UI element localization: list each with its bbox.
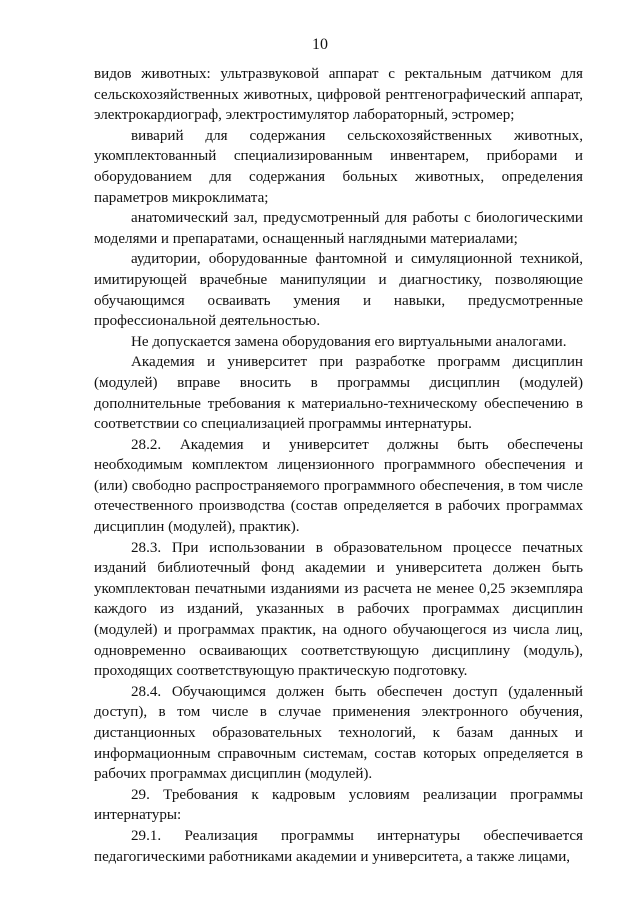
paragraph-auditoriums: аудитории, оборудованные фантомной и симуляционной техникой, имитирующей врачебные манипуляции и диагностику, позволяющие обучающимся осваивать умения и навыки, предусмотренные профессиональной деятельностью. [94,251,583,330]
paragraph-section-28-4: 28.4. Обучающимся должен быть обеспечен доступ (удаленный доступ), в том числе в случае применения электронного обучения, дистанционных образовательных технологий, к базам данных и информационным справочным системам, состав которых определяется в рабочих программах дисциплин (модулей). [94,683,583,783]
paragraph-anatomical-hall: анатомический зал, предусмотренный для работы с биологическими моделями и препаратами, оснащенный наглядными материалами; [94,210,583,247]
document-body [94,64,583,867]
paragraph-equipment-continuation: видов животных: ультразвуковой аппарат с ректальным датчиком для сельскохозяйственных животных, цифровой рентгенографический аппарат, электрокардиограф, электростимулятор лабораторный, эстромер; [94,66,583,124]
paragraph-additional-requirements: Академия и университет при разработке программ дисциплин (модулей) вправе вносить в программы дисциплин (модулей) дополнительные требования к материально-техническому обеспечению в соответствии со специализацией программы интернатуры. [94,354,583,433]
paragraph-section-29-1: 29.1. Реализация программы интернатуры обеспечивается педагогическими работниками академии и университета, а также лицами, [94,827,583,865]
paragraph-section-29: 29. Требования к кадровым условиям реализации программы интернатуры: [94,786,583,824]
paragraph-vivarium: виварий для содержания сельскохозяйственных животных, укомплектованный специализированным инвентарем, приборами и оборудованием для содержания больных животных, определения параметров микроклимата; [94,127,583,206]
paragraph-section-28-2: 28.2. Академия и университет должны быть обеспечены необходимым комплектом лицензионного программного обеспечения и (или) свободно распространяемого программного обеспечения, в том числе отечественного производства (состав определяется в рабочих программах дисциплин (модулей), практик). [94,436,583,536]
page-number: 10 [312,36,328,53]
paragraph-section-28-3: 28.3. При использовании в образовательном процессе печатных изданий библиотечный фонд академии и университета должен быть укомплектован печатными изданиями из расчета не менее 0,25 экземпляра каждого из изданий, указанных в рабочих программах дисциплин (модулей) и программах практик, на одного обучающегося из числа лиц, одновременно осваивающих соответствующую дисциплину (модуль), проходящих соответствующую практическую подготовку. [94,539,583,680]
paragraph-no-virtual-replacement: Не допускается замена оборудования его виртуальными аналогами. [131,333,567,350]
